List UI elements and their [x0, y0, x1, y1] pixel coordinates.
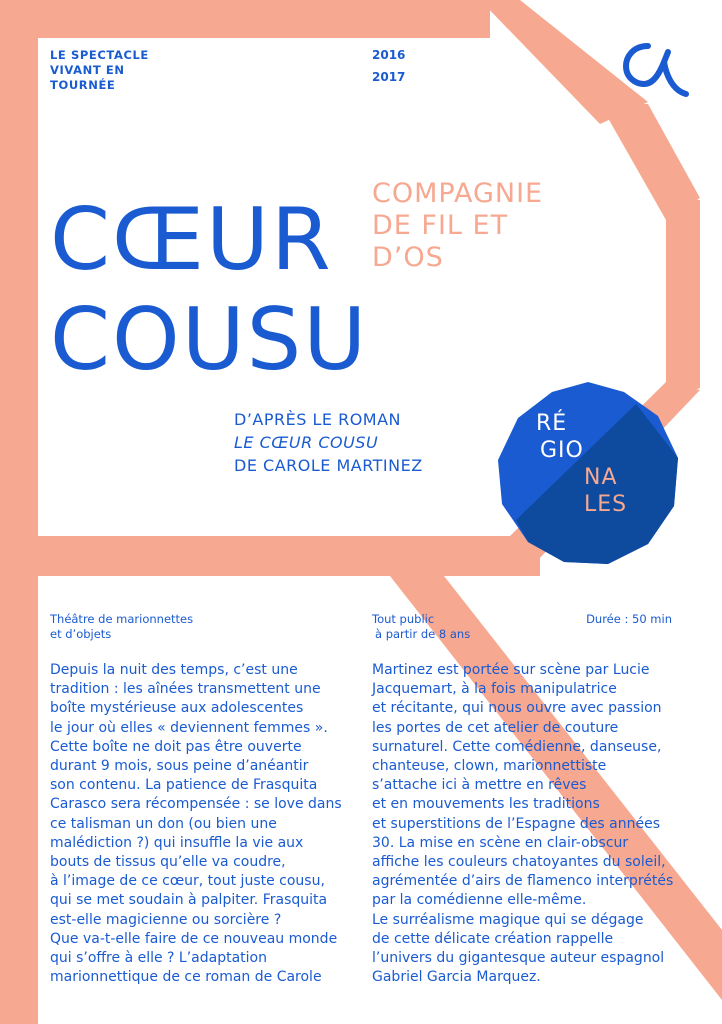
body-column-1: Depuis la nuit des temps, c’est une tradition : les aînées transmettent une boîte mystérieuse aux adolescentes le jour où elles « deviennent femmes ». Cette boîte ne doit pas être ouverte durant 9 mois, sous peine d’anéantir son contenu. La patience de Frasquita Carasco sera récompensée : se love dans ce talisman un don (ou bien une malédiction ?) qui insuffle la vie aux bouts de tissus qu’elle va coudre, à l’image de ce cœur, tout juste cousu, qui se met soudain à palpiter. Frasquita est-elle magicienne ou sorcière ? Que va-t-elle faire de ce nouveau monde qui s’offre à elle ? L’adaptation marionnettique de ce roman de Carole	[50, 662, 342, 986]
subtitle	[234, 408, 423, 477]
body-column-2: Martinez est portée sur scène par Lucie Jacquemart, à la fois manipulatrice et récitante, qui nous ouvre avec passion les portes de cet atelier de couture surnaturel. Cette comédienne, danseuse, chanteuse, clown, marionnettiste s’attache ici à mettre en rêves et en mouvements les traditions et superstitions de l’Espagne des années 30. La mise en scène en clair-obscur affiche les couleurs chatoyantes du soleil, agrémentée d’airs de flamenco interprétés par la comédienne elle-même. Le surréalisme magique qui se dégage de cette délicate création rappelle l’univers du gigantesque auteur espagnol Gabriel Garcia Marquez.	[372, 662, 674, 986]
year-start: 2016	[372, 48, 406, 62]
title-line-2: COUSU	[50, 290, 369, 390]
duration-info: Durée : 50 min	[586, 612, 672, 626]
tagline-line: VIVANT EN	[50, 63, 125, 77]
frame-right-bar	[666, 200, 700, 400]
audience-line: à partir de 8 ans	[375, 627, 471, 641]
audience-line: Tout public	[372, 612, 435, 626]
company-name	[372, 178, 543, 274]
frame-middle-bar	[0, 536, 540, 576]
genre-line: et d’objets	[50, 627, 112, 641]
season-years	[372, 44, 405, 88]
badge-line-3: NA	[584, 465, 618, 490]
show-title	[50, 190, 368, 390]
tagline	[50, 48, 149, 93]
subtitle-line-3: DE CAROLE MARTINEZ	[234, 456, 423, 475]
subtitle-line-2: LE CŒUR COUSU	[234, 433, 379, 452]
badge-label	[534, 410, 627, 518]
tagline-line: LE SPECTACLE	[50, 48, 149, 62]
frame-top-bar	[0, 0, 490, 38]
frame-left-bar	[0, 0, 38, 1024]
tagline-line: TOURNÉE	[50, 78, 116, 92]
audience-info	[372, 612, 470, 642]
alpha-logo-icon	[612, 34, 692, 104]
company-line: D’OS	[372, 242, 444, 273]
title-line-1: CŒUR	[50, 190, 333, 290]
badge-line-4: LES	[584, 492, 628, 517]
year-end: 2017	[372, 70, 406, 84]
genre-info	[50, 612, 193, 642]
company-line: DE FIL ET	[372, 210, 509, 241]
badge-line-2: GIO	[540, 438, 584, 463]
company-line: COMPAGNIE	[372, 178, 544, 209]
genre-line: Théâtre de marionnettes	[50, 612, 194, 626]
subtitle-line-1: D’APRÈS LE ROMAN	[234, 410, 402, 429]
badge-line-1: RÉ	[536, 411, 568, 436]
